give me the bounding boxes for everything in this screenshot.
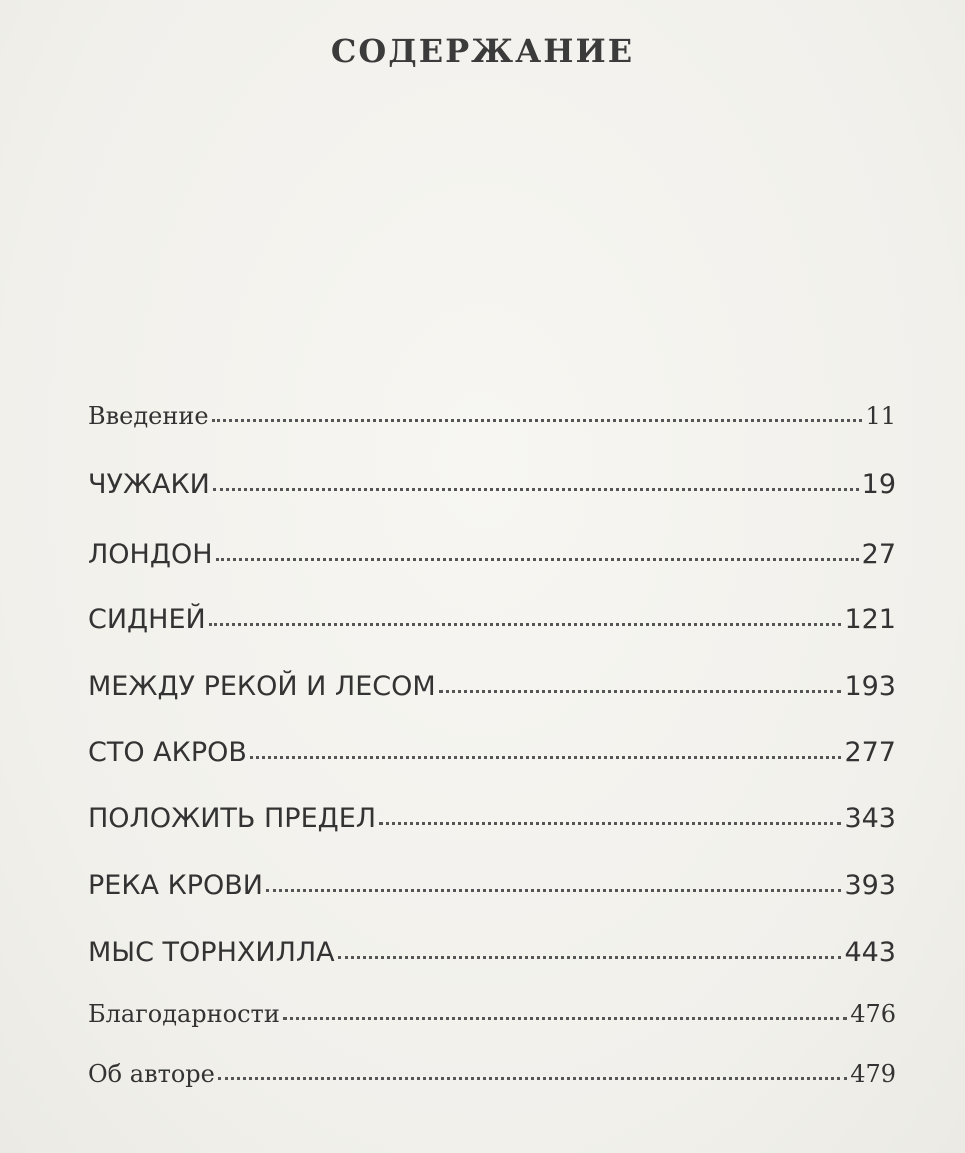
toc-entry-page: 19 [861,469,896,500]
dot-leader [379,821,841,825]
dot-leader [212,418,863,422]
toc-entry-hundred-acres [88,737,896,768]
toc-entry-about-author [88,1060,896,1088]
toc-entry-chuzhaki [88,469,896,500]
toc-entry-page: 343 [844,803,896,834]
toc-entry-between-river-and-forest [88,671,896,702]
dot-leader [439,689,842,693]
toc-entry-label: Введение [88,402,209,430]
toc-entry-introduction [88,402,896,430]
dot-leader [216,557,859,561]
toc-entry-acknowledgements [88,1000,896,1028]
toc-entry-page: 121 [844,604,896,635]
toc-entry-page: 11 [865,402,896,430]
toc-entry-label: ЧУЖАКИ [88,469,210,500]
toc-entry-label: Об авторе [88,1060,215,1088]
dot-leader [338,955,842,959]
toc-entry-page: 393 [844,870,896,901]
toc-entry-london [88,539,896,570]
toc-entry-page: 443 [844,937,896,968]
toc-entry-page: 479 [850,1060,896,1088]
toc-entry-label: ЛОНДОН [88,539,213,570]
toc-entry-page: 476 [850,1000,896,1028]
toc-entry-page: 27 [861,539,896,570]
toc-entry-label: РЕКА КРОВИ [88,870,263,901]
toc-entry-label: СТО АКРОВ [88,737,247,768]
dot-leader [250,755,842,759]
dot-leader [283,1016,847,1020]
toc-entry-thornhill-point [88,937,896,968]
dot-leader [213,487,859,491]
toc-entry-sydney [88,604,896,635]
toc-entry-label: ПОЛОЖИТЬ ПРЕДЕЛ [88,803,377,834]
toc-entry-label: МЫС ТОРНХИЛЛА [88,937,335,968]
dot-leader [266,888,841,892]
dot-leader [209,622,842,626]
toc-entry-label: СИДНЕЙ [88,604,206,635]
toc-entry-label: МЕЖДУ РЕКОЙ И ЛЕСОМ [88,671,436,702]
dot-leader [218,1076,847,1080]
page-title: СОДЕРЖАНИЕ [330,32,635,70]
toc-entry-set-a-limit [88,803,896,834]
toc-entry-label: Благодарности [88,1000,280,1028]
toc-entry-river-of-blood [88,870,896,901]
toc-entry-page: 193 [844,671,896,702]
toc-entry-page: 277 [844,737,896,768]
